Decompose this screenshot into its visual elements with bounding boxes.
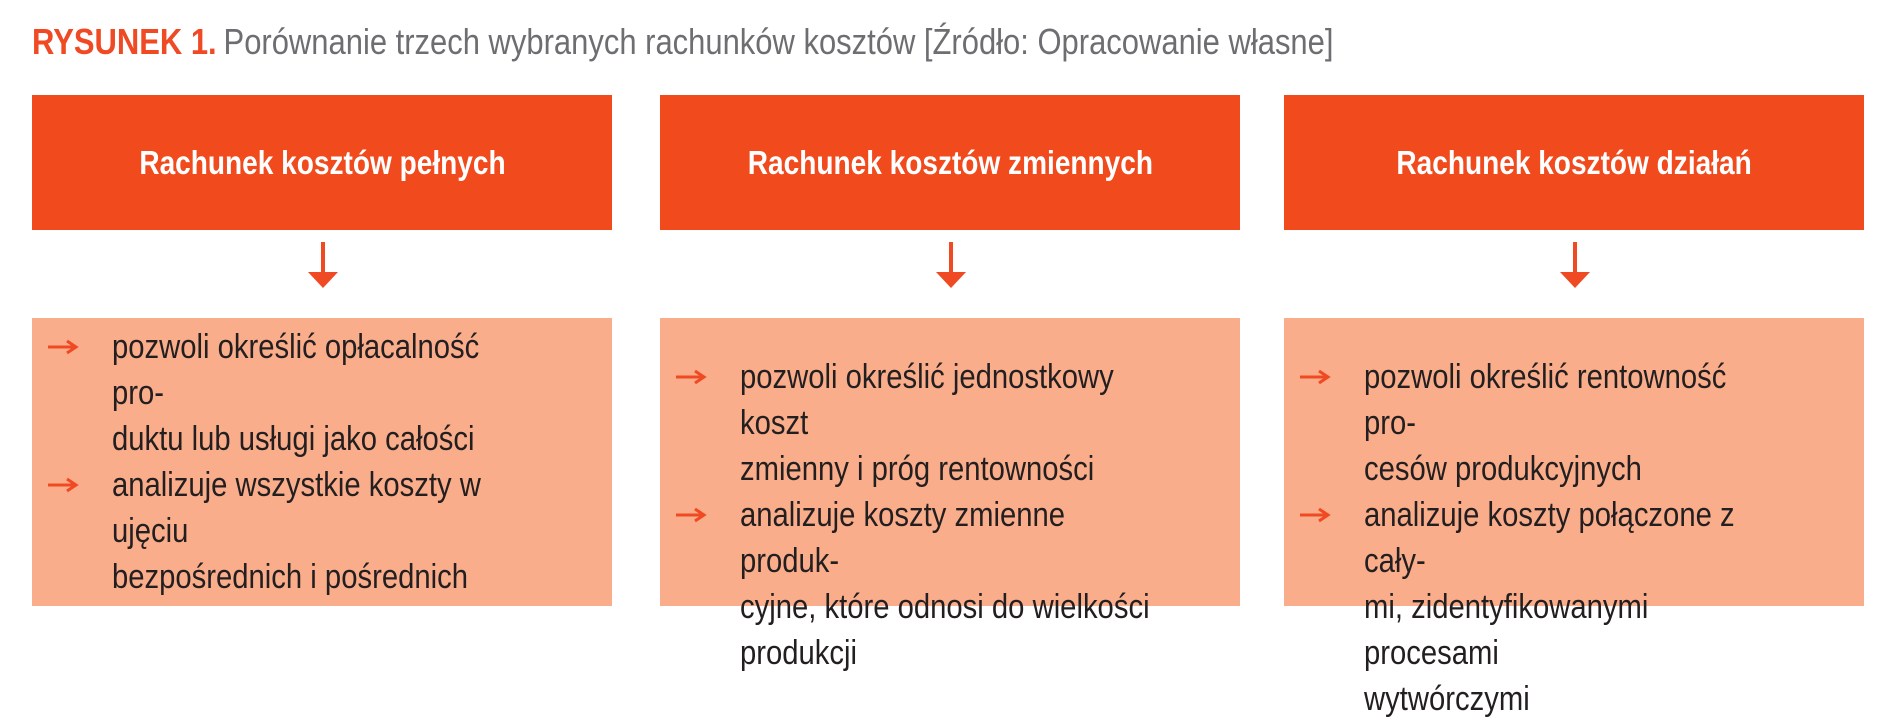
column-title: Rachunek kosztów pełnych [138, 143, 506, 181]
arrow-down-icon [306, 242, 340, 290]
list-item-text: pozwoli określić rentowność pro- cesów produkcyjnych [1364, 358, 1727, 488]
list-item [48, 324, 592, 462]
arrow-right-icon [676, 354, 740, 400]
column-activity-costing [1284, 95, 1864, 718]
arrow-down-icon [934, 242, 968, 290]
column-header [660, 95, 1240, 230]
column-body [32, 318, 612, 606]
list-item-text: pozwoli określić jednostkowy koszt zmienny i próg rentowności [740, 358, 1114, 488]
arrow-right-icon [48, 324, 112, 370]
list-item [1300, 492, 1844, 722]
arrow-right-icon [1300, 354, 1364, 400]
list-item-text: analizuje koszty połączone z cały- mi, zidentyfikowanymi procesami wytwórczymi [1364, 496, 1735, 718]
connector [32, 230, 612, 318]
arrow-right-icon [1300, 492, 1364, 538]
figure-label: RYSUNEK 1. [32, 21, 217, 62]
list-item [676, 492, 1220, 676]
arrow-down-icon [1558, 242, 1592, 290]
list-item-text: analizuje koszty zmienne produk- cyjne, które odnosi do wielkości produkcji [740, 496, 1150, 672]
arrow-right-icon [48, 462, 112, 508]
column-title: Rachunek kosztów zmiennych [747, 143, 1153, 181]
arrow-right-icon [676, 492, 740, 538]
connector [660, 230, 1240, 318]
column-header [32, 95, 612, 230]
list-item [48, 462, 592, 600]
column-body [660, 318, 1240, 672]
list-item-text: pozwoli określić opłacalność pro- duktu lub usługi jako całości [112, 328, 480, 458]
column-header [1284, 95, 1864, 230]
list-item [1300, 354, 1844, 492]
figure-caption: Porównanie trzech wybranych rachunków kosztów [Źródło: Opracowanie własne] [223, 21, 1334, 62]
connector [1284, 230, 1864, 318]
column-body [1284, 318, 1864, 718]
list-item [676, 354, 1220, 492]
column-title: Rachunek kosztów działań [1396, 143, 1752, 181]
column-variable-costing [660, 95, 1240, 672]
figure-title [32, 18, 1333, 66]
column-full-costing [32, 95, 612, 606]
list-item-text: analizuje wszystkie koszty w ujęciu bezpośrednich i pośrednich [112, 466, 481, 596]
